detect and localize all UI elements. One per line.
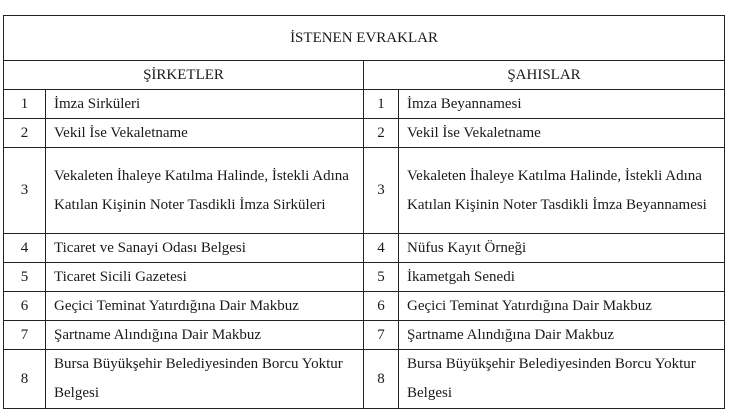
- column-header-individuals: ŞAHISLAR: [364, 61, 725, 90]
- row-number: 5: [364, 263, 399, 292]
- company-document: Geçici Teminat Yatırdığına Dair Makbuz: [46, 292, 364, 321]
- row-number: 6: [4, 292, 46, 321]
- individual-document: Nüfus Kayıt Örneği: [399, 234, 725, 263]
- table-row: [4, 263, 725, 292]
- company-document: Vekil İse Vekaletname: [46, 119, 364, 148]
- required-documents-table: [3, 15, 725, 409]
- individual-document: Geçici Teminat Yatırdığına Dair Makbuz: [399, 292, 725, 321]
- row-number: 1: [4, 90, 46, 119]
- individual-document: İmza Beyannamesi: [399, 90, 725, 119]
- table-row: [4, 90, 725, 119]
- column-header-companies: ŞİRKETLER: [4, 61, 364, 90]
- company-document: Vekaleten İhaleye Katılma Halinde, İstekli Adına Katılan Kişinin Noter Tasdikli İmza Sirküleri: [46, 148, 364, 234]
- table-row: [4, 119, 725, 148]
- row-number: 5: [4, 263, 46, 292]
- company-document: Ticaret ve Sanayi Odası Belgesi: [46, 234, 364, 263]
- row-number: 1: [364, 90, 399, 119]
- row-number: 8: [364, 350, 399, 409]
- table-row: [4, 321, 725, 350]
- row-number: 3: [4, 148, 46, 234]
- row-number: 4: [364, 234, 399, 263]
- row-number: 7: [364, 321, 399, 350]
- company-document: Şartname Alındığına Dair Makbuz: [46, 321, 364, 350]
- row-number: 2: [364, 119, 399, 148]
- table-row: [4, 148, 725, 234]
- company-document: Bursa Büyükşehir Belediyesinden Borcu Yoktur Belgesi: [46, 350, 364, 409]
- row-number: 4: [4, 234, 46, 263]
- individual-document: Bursa Büyükşehir Belediyesinden Borcu Yoktur Belgesi: [399, 350, 725, 409]
- individual-document: Vekaleten İhaleye Katılma Halinde, İstekli Adına Katılan Kişinin Noter Tasdikli İmza Beyannamesi: [399, 148, 725, 234]
- company-document: Ticaret Sicili Gazetesi: [46, 263, 364, 292]
- individual-document: Şartname Alındığına Dair Makbuz: [399, 321, 725, 350]
- individual-document: İkametgah Senedi: [399, 263, 725, 292]
- row-number: 8: [4, 350, 46, 409]
- row-number: 2: [4, 119, 46, 148]
- table-row: [4, 350, 725, 409]
- row-number: 3: [364, 148, 399, 234]
- row-number: 7: [4, 321, 46, 350]
- company-document: İmza Sirküleri: [46, 90, 364, 119]
- table-row: [4, 292, 725, 321]
- row-number: 6: [364, 292, 399, 321]
- individual-document: Vekil İse Vekaletname: [399, 119, 725, 148]
- table-title: İSTENEN EVRAKLAR: [4, 16, 725, 61]
- table-row: [4, 234, 725, 263]
